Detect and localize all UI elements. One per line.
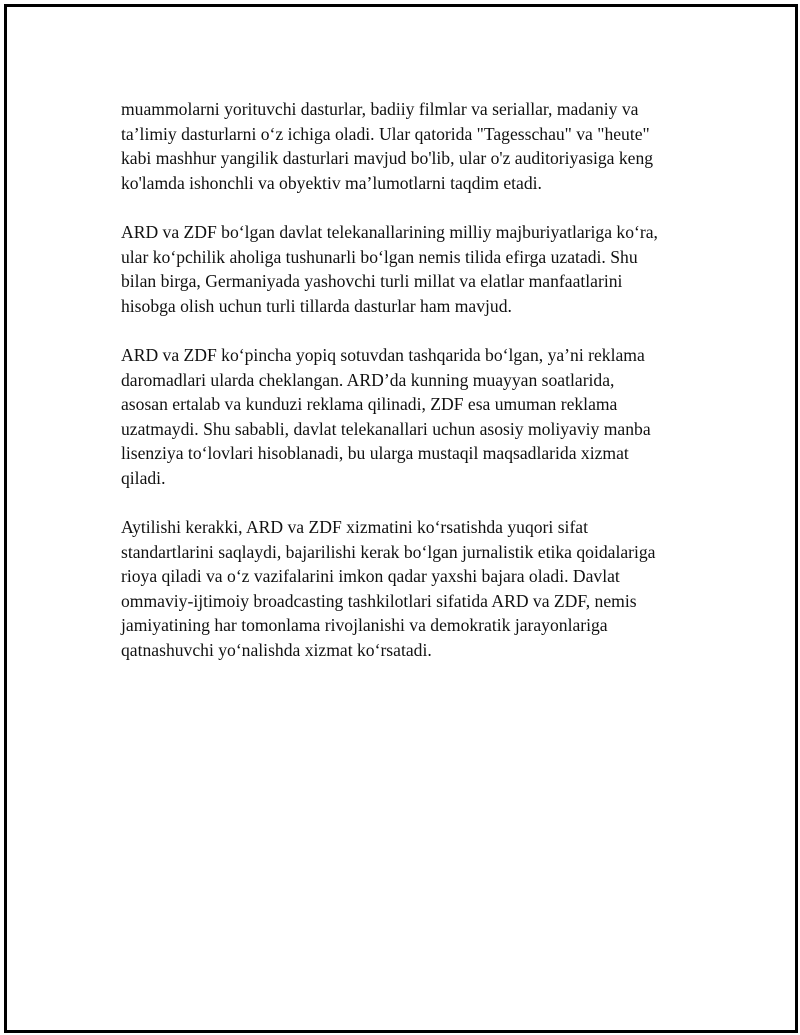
paragraph-3: ARD va ZDF ko‘pincha yopiq sotuvdan tashqarida bo‘lgan, ya’ni reklama daromadlari ularda cheklangan. ARD’da kunning muayyan soatlarida, asosan ertalab va kunduzi reklama qilinadi, ZDF esa umuman reklama uzatmaydi. Shu sababli, davlat telekanallari uchun asosiy moliyaviy manba lisenziya to‘lovlari hisoblanadi, bu ularga mustaqil maqsadlarida xizmat qiladi. bbox=[121, 344, 651, 488]
document-page bbox=[4, 4, 798, 1033]
paragraph-1: muammolarni yorituvchi dasturlar, badiiy filmlar va seriallar, madaniy va ta’limiy dasturlarni o‘z ichiga oladi. Ular qatorida "Tagesschau" va "heute" kabi mashhur yangilik dasturlari mavjud bo'lib, ular o'z auditoriyasiga keng ko'lamda ishonchli va obyektiv ma’lumotlarni taqdim etadi. bbox=[121, 99, 654, 193]
paragraph-4: Aytilishi kerakki, ARD va ZDF xizmatini ko‘rsatishda yuqori sifat standartlarini saqlaydi, bajarilishi kerak bo‘lgan jurnalistik etika qoidalariga rioya qiladi va o‘z vazifalarini imkon qadar yaxshi bajara oladi. Davlat ommaviy-ijtimoiy broadcasting tashkilotlari sifatida ARD va ZDF, nemis jamiyatining har tomonlama rivojlanishi va demokratik jarayonlariga qatnashuvchi yo‘nalishda xizmat ko‘rsatadi. bbox=[121, 517, 656, 661]
paragraph-2: ARD va ZDF bo‘lgan davlat telekanallarining milliy majburiyatlariga ko‘ra, ular ko‘pchilik aholiga tushunarli bo‘lgan nemis tilida efirga uzatadi. Shu bilan birga, Germaniyada yashovchi turli millat va elatlar manfaatlarini hisobga olish uchun turli tillarda dasturlar ham mavjud. bbox=[121, 221, 658, 316]
document-body bbox=[121, 97, 701, 687]
